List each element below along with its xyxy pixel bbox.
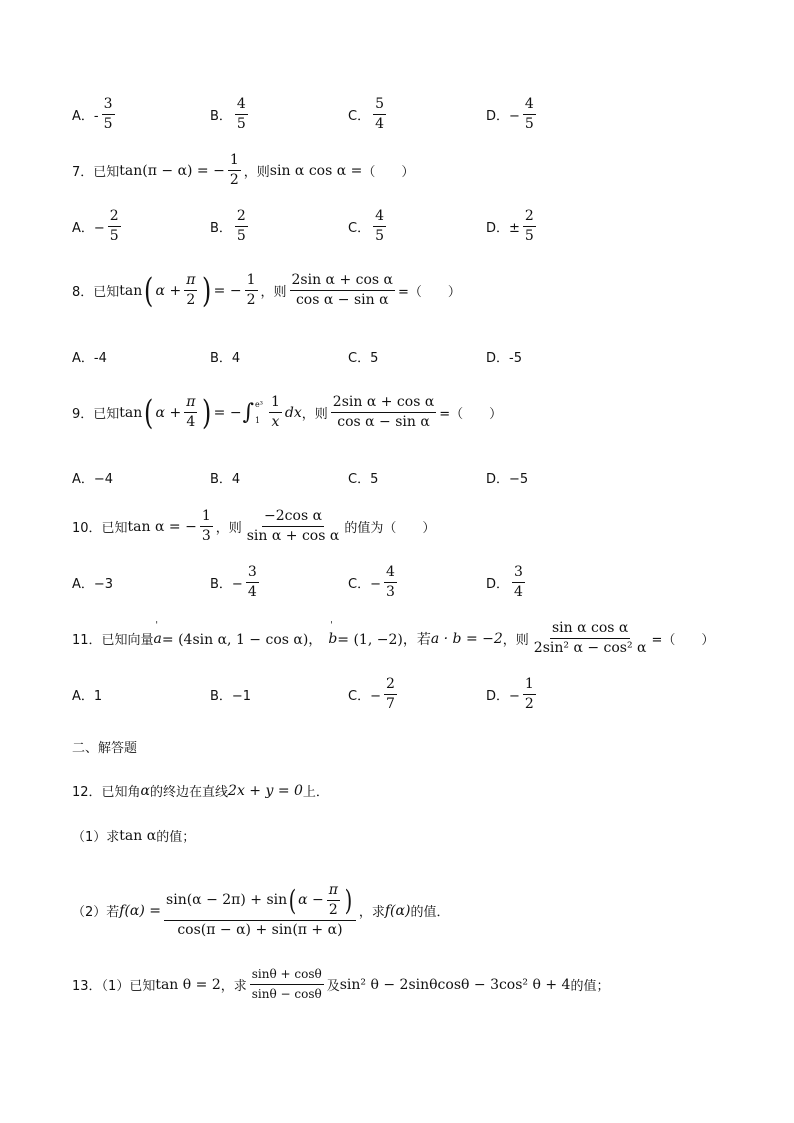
q7-option-d: D．± $\frac{2}{5}$ <box>486 208 534 244</box>
left-paren: ( <box>144 392 154 433</box>
fraction: $\frac{4}{3}$ <box>385 564 395 600</box>
q7-options <box>72 208 712 245</box>
q7-option-c: C． $\frac{4}{5}$ <box>348 208 384 244</box>
fraction: $\frac{\text{2sin α + cos α}}{\text{cos α − sin α}}$ <box>291 272 393 308</box>
vector-a: ' a <box>154 631 162 647</box>
q10-option-b: B．− $\frac{3}{4}$ <box>210 564 257 600</box>
q10-option-a: A．−3 <box>72 577 114 592</box>
q10-options <box>72 564 712 601</box>
fraction: $\frac{1}{x}$ <box>271 394 280 430</box>
fraction: $\frac{3}{5}$ <box>103 96 113 132</box>
fraction: $\frac{\text{2sin α + cos α}}{\text{cos α − sin α}}$ <box>332 394 435 430</box>
fraction: $\frac{4}{5}$ <box>375 208 384 244</box>
question-12: 12．已知角 α 的终边在直线 2x + y = 0 上． <box>72 782 329 800</box>
question-13: 13．（1）已知 tan θ = 2 ，求 $\frac{\sin\theta + \cos\theta}{\sin\theta - \cos\theta}$ 及 sin² θ − 2sinθcosθ − 3cos² θ + 4 的值； <box>72 967 610 1001</box>
q9-option-c: C．5 <box>348 472 379 487</box>
q11-option-b: B．−1 <box>210 689 252 704</box>
fraction: $\frac{\pi}{4}$ <box>186 394 196 430</box>
question-8: 8．已知 tan ( α + $\frac{\pi}{2}$ ) = − $\frac{1}{2}$ ，则 $\frac{\text{2sin α + cos α}}{\text{cos α − sin α}}$ =（ ） <box>72 270 461 311</box>
fraction: $\frac{3}{4}$ <box>247 564 257 600</box>
question-9: 9．已知 tan ( α + $\frac{\pi}{4}$ ) = − ∫ e³ 1 $\frac{1}{x}$ dx ，则 $\frac{\text{2sin α + cos α}}{\text{cos α − sin α}}$ =（ ） <box>72 392 503 433</box>
question-7: 7．已知 tan(π − α) = − $\frac{1}{2}$ ，则 sin α cos α = （ ） <box>72 152 415 188</box>
q10-option-c: C．− $\frac{4}{3}$ <box>348 564 395 600</box>
q11-option-a: A．1 <box>72 689 103 704</box>
q7-option-b: B． $\frac{2}{5}$ <box>210 208 246 244</box>
q6-option-b: B． $\frac{4}{5}$ <box>210 96 246 132</box>
section-heading: 二、解答题 <box>72 741 138 756</box>
q8-option-b: B．4 <box>210 351 241 366</box>
fraction: $\frac{2}{7}$ <box>385 676 395 712</box>
question-12-part-2: （2）若 f(α) = sin(α − 2π) + sin ( α − $\frac{\pi}{2}$ ) cos(π − α) + sin(π + α) ，求 f(α) 的值． <box>72 882 450 938</box>
q7-option-a: A．− $\frac{2}{5}$ <box>72 208 119 244</box>
fraction: $\frac{1}{2}$ <box>246 272 256 308</box>
fraction: $\frac{\text{−2cos α}}{\text{sin α + cos α}}$ <box>246 508 340 544</box>
q9-options <box>72 468 712 487</box>
q6-option-d: D．− $\frac{4}{5}$ <box>486 96 534 132</box>
fraction: $\frac{3}{4}$ <box>514 564 523 600</box>
q8-option-a: A．-4 <box>72 351 107 366</box>
vector-b: ' b <box>328 631 337 647</box>
fraction: $\frac{2}{5}$ <box>236 208 246 244</box>
q8-options <box>72 347 712 366</box>
question-12-part-1: （1）求 tan α 的值； <box>72 827 196 845</box>
q10-option-d: D． $\frac{3}{4}$ <box>486 564 523 600</box>
right-paren: ) <box>202 392 212 433</box>
answer-blank: （ ） <box>362 165 415 180</box>
q11-option-d: D．− $\frac{1}{2}$ <box>486 676 534 712</box>
fraction: $\frac{\text{sin α cos α}}{\text{2sin² α − cos² α}}$ <box>533 620 647 656</box>
fraction: sin(α − 2π) + sin ( α − $\frac{\pi}{2}$ ) cos(π − α) + sin(π + α) <box>164 882 356 939</box>
fraction: $\frac{1}{2}$ <box>229 152 239 188</box>
q9-option-b: B．4 <box>210 472 241 487</box>
integral-sign: ∫ <box>242 400 255 425</box>
fraction: $\frac{1}{3}$ <box>201 508 211 544</box>
fraction: $\frac{\pi}{2}$ <box>186 272 196 308</box>
fraction: $\frac{2}{5}$ <box>109 208 119 244</box>
fraction: $\frac{4}{5}$ <box>524 96 534 132</box>
q11-option-c: C．− $\frac{2}{7}$ <box>348 676 395 712</box>
question-10: 10．已知 tan α = − $\frac{1}{3}$ ，则 $\frac{\text{−2cos α}}{\text{sin α + cos α}}$ 的值为（ ） <box>72 508 436 544</box>
q6-option-c: C． $\frac{5}{4}$ <box>348 96 384 132</box>
integral-limits: e³ 1 <box>255 399 263 425</box>
fraction: $\frac{2}{5}$ <box>524 208 534 244</box>
fraction: $\frac{5}{4}$ <box>375 96 384 132</box>
right-paren: ) <box>202 270 212 311</box>
q6-option-a: A．- $\frac{3}{5}$ <box>72 96 113 132</box>
q9-option-a: A．−4 <box>72 472 114 487</box>
left-paren: ( <box>144 270 154 311</box>
fraction: $\frac{\sin\theta + \cos\theta}{\sin\theta - \cos\theta}$ <box>251 967 322 1001</box>
q8-option-c: C．5 <box>348 351 379 366</box>
fraction: $\frac{4}{5}$ <box>236 96 246 132</box>
fraction: $\frac{1}{2}$ <box>524 676 534 712</box>
q11-options <box>72 676 712 713</box>
q8-option-d: D．-5 <box>486 351 522 366</box>
q6-options <box>72 96 712 133</box>
question-11: 11．已知向量 ' a = (4sin α, 1 − cos α)， ' b = (1, −2)，若 a · b = −2 ，则 $\frac{\text{sin α cos α}}{\text{2sin² α − cos² α}}$ =（ ） <box>72 620 754 657</box>
q9-option-d: D．−5 <box>486 472 529 487</box>
